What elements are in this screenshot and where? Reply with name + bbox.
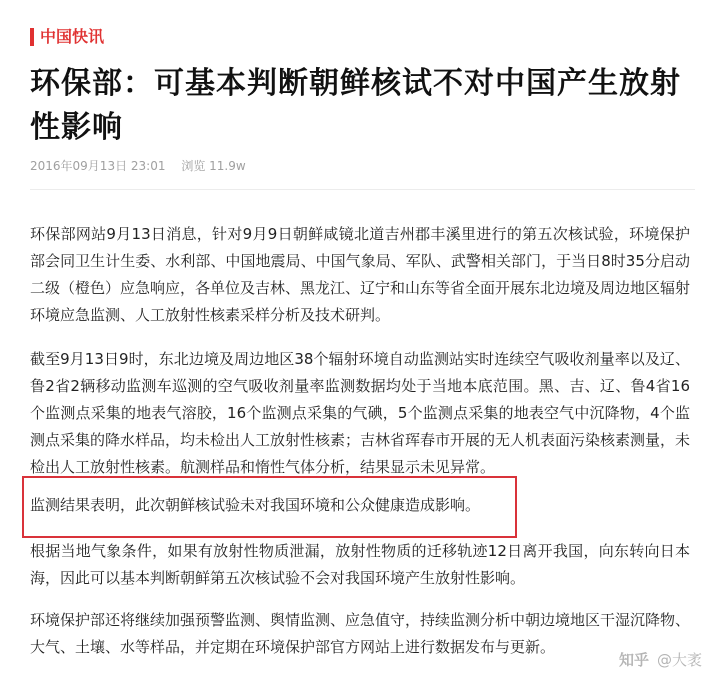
header-divider bbox=[30, 189, 695, 190]
article-paragraph: 根据当地气象条件，如果有放射性物质泄漏，放射性物质的迁移轨迹12日离开我国，向东转向日本海，因此可以基本判断朝鲜第五次核试验不会对我国环境产生放射性影响。 bbox=[30, 542, 690, 587]
watermark-site-logo: 知乎 bbox=[618, 651, 649, 669]
zhihu-watermark bbox=[619, 650, 702, 670]
category-accent-bar bbox=[30, 28, 34, 46]
article-paragraph: 环境保护部还将继续加强预警监测、舆情监测、应急值守，持续监测分析中朝边境地区干湿沉降物、大气、土壤、水等样品，并定期在环境保护部官方网站上进行数据发布与更新。 bbox=[30, 611, 691, 656]
article-meta bbox=[30, 158, 258, 174]
article-title: 环保部：可基本判断朝鲜核试不对中国产生放射性影响 bbox=[30, 66, 681, 145]
article-paragraph: 截至9月13日9时，东北边境及周边地区38个辐射环境自动监测站实时连续空气吸收剂量率以及辽、鲁2省2辆移动监测车巡测的空气吸收剂量率监测数据均处于当地本底范围。黑、吉、辽、鲁4省16个监测点采集的地表气溶胶，16个监测点采集的气碘，5个监测点采集的地表空气中沉降物，4个监测点采集的降水样品，均未检出人工放射性核素；吉林省珲春市开展的无人机表面污染核素测量，未检出人工放射性核素。航测样品和惰性气体分析，结果显示未见异常。 bbox=[30, 350, 691, 476]
highlighted-paragraph: 监测结果表明，此次朝鲜核试验未对我国环境和公众健康造成影响。 bbox=[30, 496, 481, 514]
watermark-author: @大袤 bbox=[656, 651, 702, 669]
article-paragraph: 环保部网站9月13日消息，针对9月9日朝鲜咸镜北道吉州郡丰溪里进行的第五次核试验，环境保护部会同卫生计生委、水利部、中国地震局、中国气象局、军队、武警相关部门，于当日8时35分启动二级（橙色）应急响应，各单位及吉林、黑龙江、辽宁和山东等省全面开展东北边境及周边地区辐射环境应急监测、人工放射性核素采样分析及技术研判。 bbox=[30, 225, 691, 324]
category-label[interactable]: 中国快讯 bbox=[40, 27, 105, 46]
publish-date: 2016年09月13日 23:01 bbox=[30, 159, 166, 173]
category-tag[interactable] bbox=[30, 27, 104, 47]
view-count: 浏览 11.9w bbox=[181, 159, 246, 173]
